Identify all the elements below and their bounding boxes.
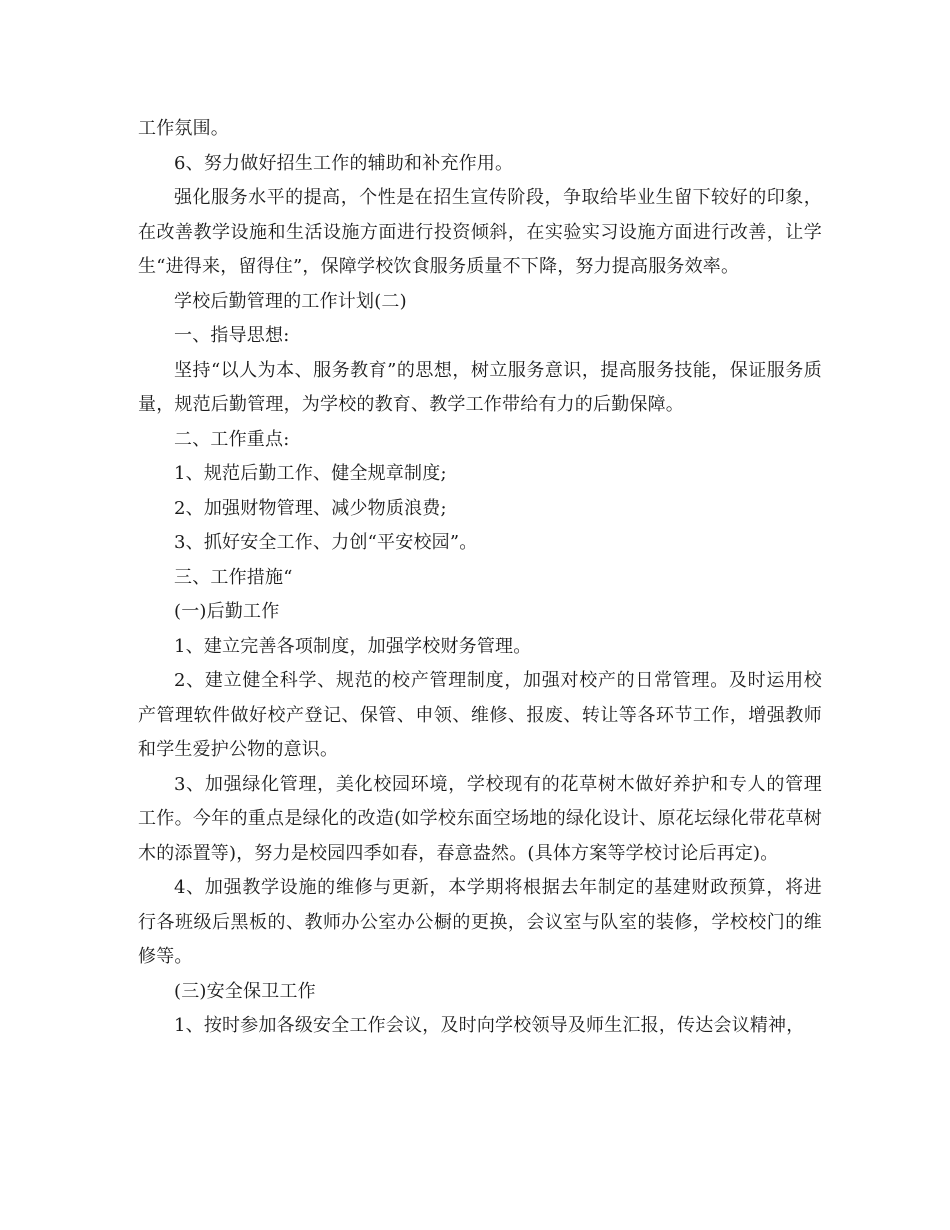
list-item-measure-1: 1、建立完善各项制度，加强学校财务管理。 xyxy=(174,635,532,657)
document-body xyxy=(138,112,822,1044)
heading-work-focus: 二、工作重点: xyxy=(174,428,290,450)
list-item-security-1: 1、按时参加各级安全工作会议，及时向学校领导及师生汇报，传达会议精神， xyxy=(174,1015,805,1036)
paragraph-service-improvement: 强化服务水平的提高，个性是在招生宣传阶段，争取给毕业生留下较好的印象，在改善教学设施和生活设施方面进行投资倾斜，在实验实习设施方面进行改善，让学生“进得来，留得住”，保障学校饮食服务质量不下降，努力提高服务效率。 xyxy=(138,187,822,277)
list-item-measure-3: 3、加强绿化管理，美化校园环境，学校现有的花草树木做好养护和专人的管理工作。今年的重点是绿化的改造(如学校东面空场地的绿化设计、原花坛绿化带花草树木的添置等)，努力是校园四季如春，春意盎然。(具体方案等学校讨论后再定)。 xyxy=(138,773,822,864)
heading-work-measures: 三、工作措施“ xyxy=(174,566,293,588)
list-item-focus-3: 3、抓好安全工作、力创“平安校园”。 xyxy=(174,532,478,553)
list-item-measure-4: 4、加强教学设施的维修与更新，本学期将根据去年制定的基建财政预算，将进行各班级后黑板的、教师办公室办公橱的更换，会议室与队室的装修，学校校门的维修等。 xyxy=(138,877,822,967)
list-item-focus-2: 2、加强财物管理、减少物质浪费; xyxy=(174,497,447,519)
heading-guiding-thought: 一、指导思想: xyxy=(174,325,290,346)
list-item-focus-1: 1、规范后勤工作、健全规章制度; xyxy=(174,463,447,484)
subheading-security: (三)安全保卫工作 xyxy=(174,980,316,1002)
paragraph-continuation: 工作氛围。 xyxy=(138,118,229,139)
list-item-measure-2: 2、建立健全科学、规范的校产管理制度，加强对校产的日常管理。及时运用校产管理软件做好校产登记、保管、申领、维修、报废、转让等各环节工作，增强教师和学生爱护公物的意识。 xyxy=(138,670,822,760)
paragraph-guiding-thought: 坚持“以人为本、服务教育”的思想，树立服务意识，提高服务技能，保证服务质量，规范后勤管理，为学校的教育、教学工作带给有力的后勤保障。 xyxy=(138,359,822,415)
subheading-logistics: (一)后勤工作 xyxy=(174,601,280,622)
paragraph-item-6: 6、努力做好招生工作的辅助和补充作用。 xyxy=(174,152,514,174)
section-heading-plan-two: 学校后勤管理的工作计划(二) xyxy=(174,290,407,312)
